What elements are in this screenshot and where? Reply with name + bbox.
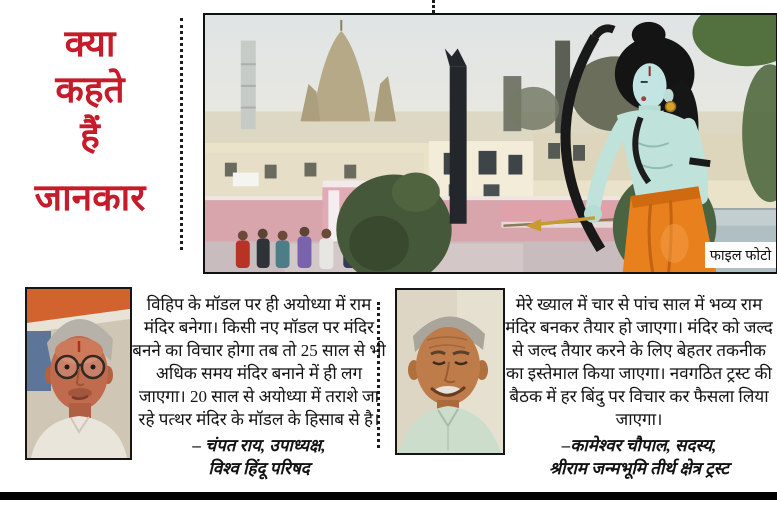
headline-line-1: क्या (64, 21, 116, 65)
portrait-kameshwar-chaupal (395, 288, 505, 455)
quote-1-attribution: – चंपत राय, उपाध्यक्ष, (192, 436, 326, 455)
portrait-champat-rai (25, 287, 132, 460)
headline-line-4: जानकार (34, 175, 146, 219)
dotted-divider-left (180, 18, 183, 250)
quote-2-attribution: –कामेश्वर चौपाल, सदस्य, (561, 436, 717, 455)
portrait-2-art (397, 290, 503, 453)
headline-line-3: हैं (80, 113, 100, 157)
portrait-1-art (27, 289, 130, 458)
quote-2-text: मेरे ख्याल में चार से पांच साल में भव्य राम मंदिर बनकर तैयार हो जाएगा। मंदिर को जल्द से जल्द तैयार करने के लिए बेहतर तकनीक का इस्तेमाल किया जाएगा। नवगठित ट्रस्ट की बैठक में हर बिंदु पर विचार कर फैसला लिया जाएगा। (505, 295, 773, 429)
quote-1-text: विहिप के मॉडल पर ही अयोध्या में राम मंदिर बनेगा। किसी नए मॉडल पर मंदिर बनने का विचार होगा तब तो 25 साल से भी अधिक समय मंदिर बनाने में ही लग जाएगा। 20 साल से अयोध्या में तराशे जा रहे पत्थर मंदिर के मॉडल के हिसाब से है। (132, 295, 386, 429)
quote-1-organization: विश्व हिंदू परिषद (208, 459, 310, 478)
quote-kameshwar-chaupal (503, 293, 775, 480)
dotted-divider-top (432, 0, 435, 13)
quote-champat-rai (131, 293, 387, 480)
quote-2-organization: श्रीराम जन्मभूमि तीर्थ क्षेत्र ट्रस्ट (549, 459, 729, 478)
statue-earring (666, 102, 676, 112)
ayodhya-file-photo (203, 13, 777, 274)
bottom-rule (0, 492, 777, 500)
masthead (0, 20, 180, 220)
headline-line-2: कहते (55, 67, 125, 111)
photo-scene (205, 15, 776, 272)
photo-caption: फाइल फोटो (705, 242, 776, 268)
